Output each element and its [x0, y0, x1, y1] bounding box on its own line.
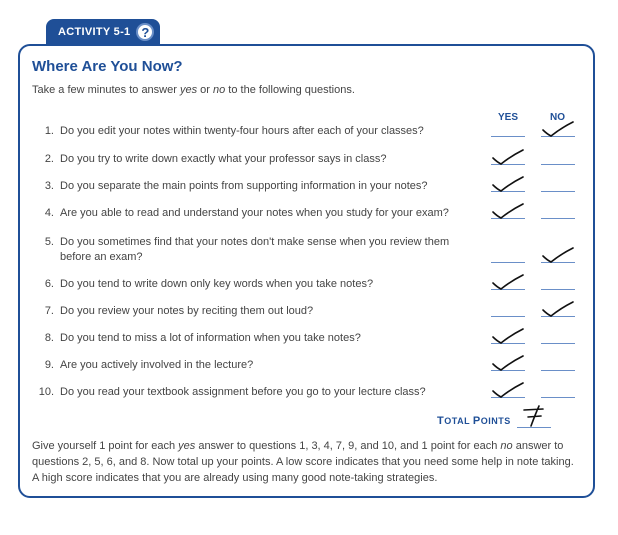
activity-label: ACTIVITY 5-1 — [58, 26, 131, 38]
check-mark-icon — [489, 352, 529, 374]
no-answer-line[interactable] — [541, 289, 575, 290]
check-mark-icon — [539, 118, 579, 140]
question-row — [38, 124, 424, 139]
question-row — [38, 206, 449, 221]
question-number: 4. — [44, 207, 54, 219]
yes-answer-line[interactable] — [491, 262, 525, 263]
no-answer-line[interactable] — [541, 164, 575, 165]
question-text: Do you edit your notes within twenty-four hours after each of your classes? — [60, 125, 424, 137]
question-number: 5. — [44, 236, 54, 248]
question-number: 8. — [44, 332, 54, 344]
question-number: 7. — [44, 305, 54, 317]
no-answer-line[interactable] — [541, 370, 575, 371]
question-row — [38, 358, 253, 373]
question-text: Do you sometimes find that your notes don't make sense when you review them before an exam? — [60, 236, 450, 263]
intro-text: Take a few minutes to answer yes or no to the following questions. — [32, 84, 355, 96]
page-title: Where Are You Now? — [32, 58, 183, 75]
check-mark-icon — [489, 379, 529, 401]
question-text: Do you review your notes by reciting them out loud? — [60, 305, 314, 317]
question-row — [38, 277, 373, 292]
question-number: 9. — [44, 359, 54, 371]
total-points-label: TOTAL POINTS — [437, 415, 511, 427]
check-mark-icon — [489, 173, 529, 195]
question-row — [38, 304, 313, 319]
no-answer-line[interactable] — [541, 191, 575, 192]
check-mark-icon — [489, 325, 529, 347]
check-mark-icon — [489, 271, 529, 293]
activity-tab — [46, 19, 160, 45]
question-text: Do you try to write down exactly what your professor says in class? — [60, 153, 387, 165]
question-number: 3. — [44, 180, 54, 192]
question-circle-icon[interactable]: ? — [136, 23, 154, 41]
question-number: 10. — [38, 386, 54, 398]
yes-answer-line[interactable] — [491, 136, 525, 137]
yes-column-header: YES — [498, 112, 519, 123]
question-text: Do you separate the main points from supporting information in your notes? — [60, 180, 428, 192]
question-text: Do you tend to write down only key words when you take notes? — [60, 278, 374, 290]
no-answer-line[interactable] — [541, 218, 575, 219]
question-row — [38, 385, 426, 400]
question-number: 2. — [44, 153, 54, 165]
question-number: 6. — [44, 278, 54, 290]
question-row — [38, 179, 427, 194]
question-text: Do you tend to miss a lot of information when you take notes? — [60, 332, 361, 344]
question-text: Do you read your textbook assignment before you go to your lecture class? — [60, 386, 426, 398]
question-text: Are you able to read and understand your notes when you study for your exam? — [60, 207, 449, 219]
check-mark-icon — [539, 298, 579, 320]
question-row — [38, 235, 460, 265]
check-mark-icon — [539, 244, 579, 266]
question-row — [38, 152, 386, 167]
question-number: 1. — [44, 125, 54, 137]
no-answer-line[interactable] — [541, 397, 575, 398]
yes-answer-line[interactable] — [491, 316, 525, 317]
no-answer-line[interactable] — [541, 343, 575, 344]
question-text: Are you actively involved in the lecture? — [60, 359, 254, 371]
check-mark-icon — [489, 146, 529, 168]
no-column-header: NO — [550, 112, 565, 123]
question-row — [38, 331, 361, 346]
scoring-instructions: Give yourself 1 point for each yes answer to questions 1, 3, 4, 7, 9, and 10, and 1 point for each no answer to questions 2, 5, 6, and 8. Now total up your points. A low score indicates that you need some help in note taking. A high score indicates that you are already using many good note-taking strategies. — [32, 440, 574, 484]
total-points-value[interactable] — [521, 403, 551, 429]
check-mark-icon — [489, 200, 529, 222]
